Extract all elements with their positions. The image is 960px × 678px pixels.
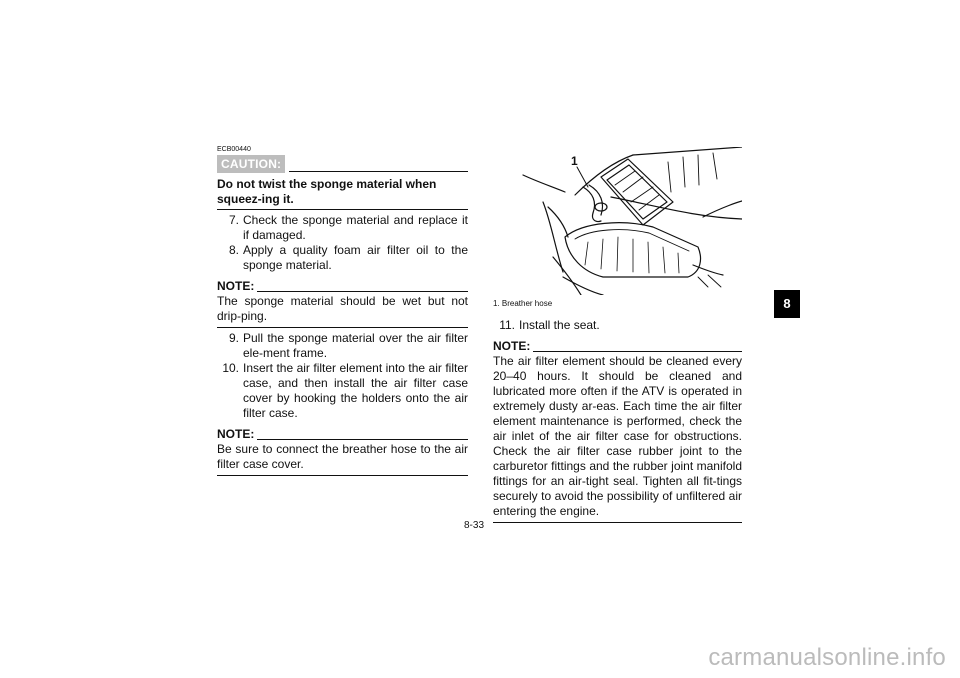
figure-caption: 1. Breather hose	[493, 299, 553, 308]
caution-header	[217, 155, 468, 173]
note-rule	[257, 291, 468, 292]
note-text: The air filter element should be cleaned every 20–40 hours. It should be cleaned and lubricated more often if the ATV is operated in extremely dusty ar-eas. Each time the air filter element maintenance is performed, check the air inlet of the air filter case for obstructions. Check the air filter case rubber joint to the carburetor fittings and the rubber joint manifold fittings for an air-tight seal. Tighten all fit-tings securely to avoid the possibility of unfiltered air entering the engine.	[493, 354, 742, 523]
step-item: 11. Install the seat.	[499, 318, 600, 332]
step-item: 8. Apply a quality foam air filter oil to the sponge material.	[228, 243, 468, 272]
step-list-a	[217, 213, 468, 273]
note-header	[493, 339, 742, 354]
caution-text: Do not twist the sponge material when squeez-ing it.	[217, 177, 468, 210]
note-rule	[257, 439, 468, 440]
right-column	[493, 318, 742, 523]
step-item: 9. Pull the sponge material over the air filter ele-ment frame.	[228, 331, 468, 360]
note-block-1	[217, 279, 468, 328]
step-list-c	[493, 318, 742, 333]
note-block-2	[217, 427, 468, 476]
step-item: 7. Check the sponge material and replace it if damaged.	[228, 213, 468, 242]
note-header	[217, 279, 468, 294]
figure-callout: 1	[571, 154, 578, 168]
watermark: carmanualsonline.info	[708, 644, 946, 671]
caution-label: CAUTION:	[217, 155, 285, 173]
step-list-b	[217, 331, 468, 421]
note-block-3	[493, 339, 742, 523]
page-number: 8-33	[464, 520, 485, 531]
note-header	[217, 427, 468, 442]
note-text: The sponge material should be wet but not drip-ping.	[217, 294, 468, 328]
note-label: NOTE:	[217, 279, 255, 293]
chapter-tab: 8	[774, 290, 800, 318]
air-filter-illustration	[493, 147, 742, 295]
note-label: NOTE:	[217, 427, 255, 441]
note-rule	[533, 351, 742, 352]
caution-rule	[289, 171, 468, 172]
caution-code: ECB00440	[217, 146, 251, 153]
note-label: NOTE:	[493, 339, 531, 353]
left-column	[217, 146, 468, 476]
step-item: 10. Insert the air filter element into the air filter case, and then install the air filter case cover by hooking the holders onto the air filter case.	[222, 361, 468, 420]
note-text: Be sure to connect the breather hose to the air filter case cover.	[217, 442, 468, 476]
